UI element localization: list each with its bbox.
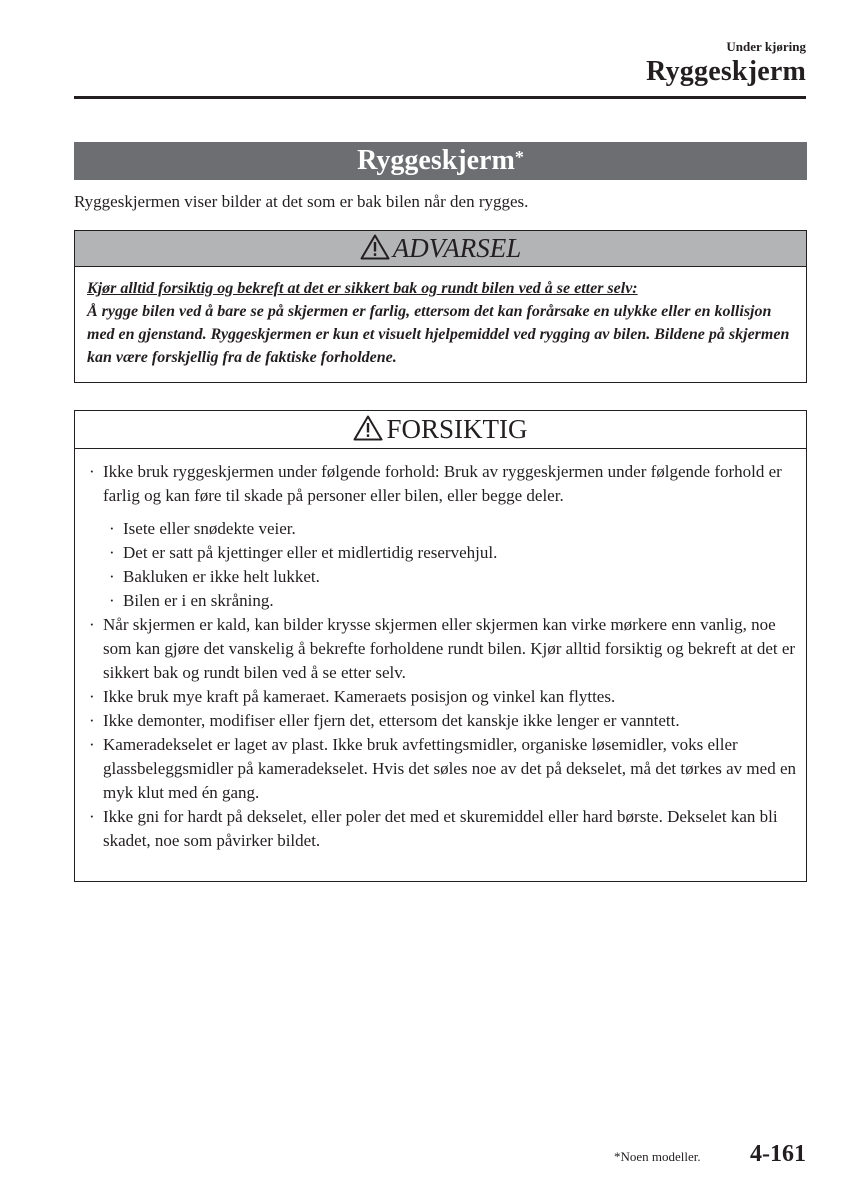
section-title-bar bbox=[74, 142, 807, 180]
page-header-title: Ryggeskjerm bbox=[646, 56, 806, 87]
condition-text: Isete eller snødekte veier. bbox=[123, 519, 296, 538]
bullet: · bbox=[109, 543, 115, 562]
condition-text: Bilen er i en skråning. bbox=[123, 591, 274, 610]
section-title: Ryggeskjerm bbox=[357, 145, 515, 176]
caution-item-text: Ikke bruk mye kraft på kameraet. Kameraets posisjon og vinkel kan flyttes. bbox=[103, 687, 616, 706]
caution-box bbox=[74, 410, 807, 882]
bullet: · bbox=[109, 591, 115, 610]
warning-text: Å rygge bilen ved å bare se på skjermen er farlig, ettersom det kan forårsake en ulykke eller en kollisjon med en gjenstand. Ryggeskjermen er kun et visuelt hjelpemiddel ved rygging av bilen. Bildene på skjermen kan være forskjellig fra de faktiske forholdene. bbox=[87, 303, 790, 366]
caution-triangle-icon bbox=[353, 414, 383, 451]
bullet: · bbox=[89, 807, 95, 826]
warning-header bbox=[75, 231, 806, 267]
warning-box bbox=[74, 230, 807, 383]
caution-item bbox=[87, 685, 798, 709]
caution-item bbox=[87, 613, 798, 685]
bullet: · bbox=[109, 519, 115, 538]
bullet: · bbox=[89, 615, 95, 634]
condition-item bbox=[107, 541, 798, 565]
header-rule bbox=[74, 96, 806, 99]
bullet: · bbox=[89, 462, 95, 481]
caution-item-text: Når skjermen er kald, kan bilder krysse skjermen eller skjermen kan virke mørkere enn vanlig, noe som kan gjøre det vanskelig å bekrefte forholdene rundt bilen. Kjør alltid forsiktig og bekreft at det er sikkert bak og rundt bilen ved å se etter selv. bbox=[103, 615, 796, 682]
bullet: · bbox=[89, 735, 95, 754]
intro-text: Ryggeskjermen viser bilder at det som er bak bilen når den rygges. bbox=[74, 192, 529, 211]
caution-header bbox=[75, 411, 806, 449]
caution-item bbox=[87, 733, 798, 805]
condition-item bbox=[107, 517, 798, 541]
bullet: · bbox=[89, 687, 95, 706]
caution-item bbox=[87, 709, 798, 733]
condition-text: Bakluken er ikke helt lukket. bbox=[123, 567, 320, 586]
bullet: · bbox=[89, 711, 95, 730]
caution-body bbox=[75, 449, 806, 853]
caution-item-text: Ikke gni for hardt på dekselet, eller poler det med et skuremiddel eller hard børste. Dekselet kan bli skadet, noe som påvirker bildet. bbox=[103, 807, 778, 850]
caution-item-text: Ikke bruk ryggeskjermen under følgende forhold: Bruk av ryggeskjermen under følgende forhold er farlig og kan føre til skade på personer eller bilen, eller begge deler. bbox=[103, 462, 782, 505]
caution-item-text: Kameradekselet er laget av plast. Ikke bruk avfettingsmidler, organiske løsemidler, voks eller glassbeleggsmidler på kameradekselet. Hvis det søles noe av det på dekselet, må det tørkes av med en myk klut med én gang. bbox=[103, 735, 796, 802]
section-asterisk: * bbox=[514, 147, 524, 167]
condition-item bbox=[107, 565, 798, 589]
warning-body bbox=[75, 267, 806, 369]
condition-text: Det er satt på kjettinger eller et midlertidig reservehjul. bbox=[123, 543, 498, 562]
warning-title: ADVARSEL bbox=[392, 233, 522, 263]
warning-triangle-icon bbox=[360, 234, 390, 269]
warning-lead: Kjør alltid forsiktig og bekreft at det er sikkert bak og rundt bilen ved å se etter selv: bbox=[87, 280, 638, 297]
caution-item-text: Ikke demonter, modifiser eller fjern det, ettersom det kanskje ikke lenger er vanntett. bbox=[103, 711, 680, 730]
footnote: *Noen modeller. bbox=[614, 1149, 701, 1164]
caution-item bbox=[87, 805, 798, 853]
caution-item bbox=[87, 460, 798, 508]
page-number: 4-161 bbox=[750, 1141, 806, 1167]
chapter-label: Under kjøring bbox=[726, 39, 806, 54]
conditions-list bbox=[87, 517, 798, 613]
condition-item bbox=[107, 589, 798, 613]
bullet: · bbox=[109, 567, 115, 586]
caution-title: FORSIKTIG bbox=[386, 414, 528, 444]
